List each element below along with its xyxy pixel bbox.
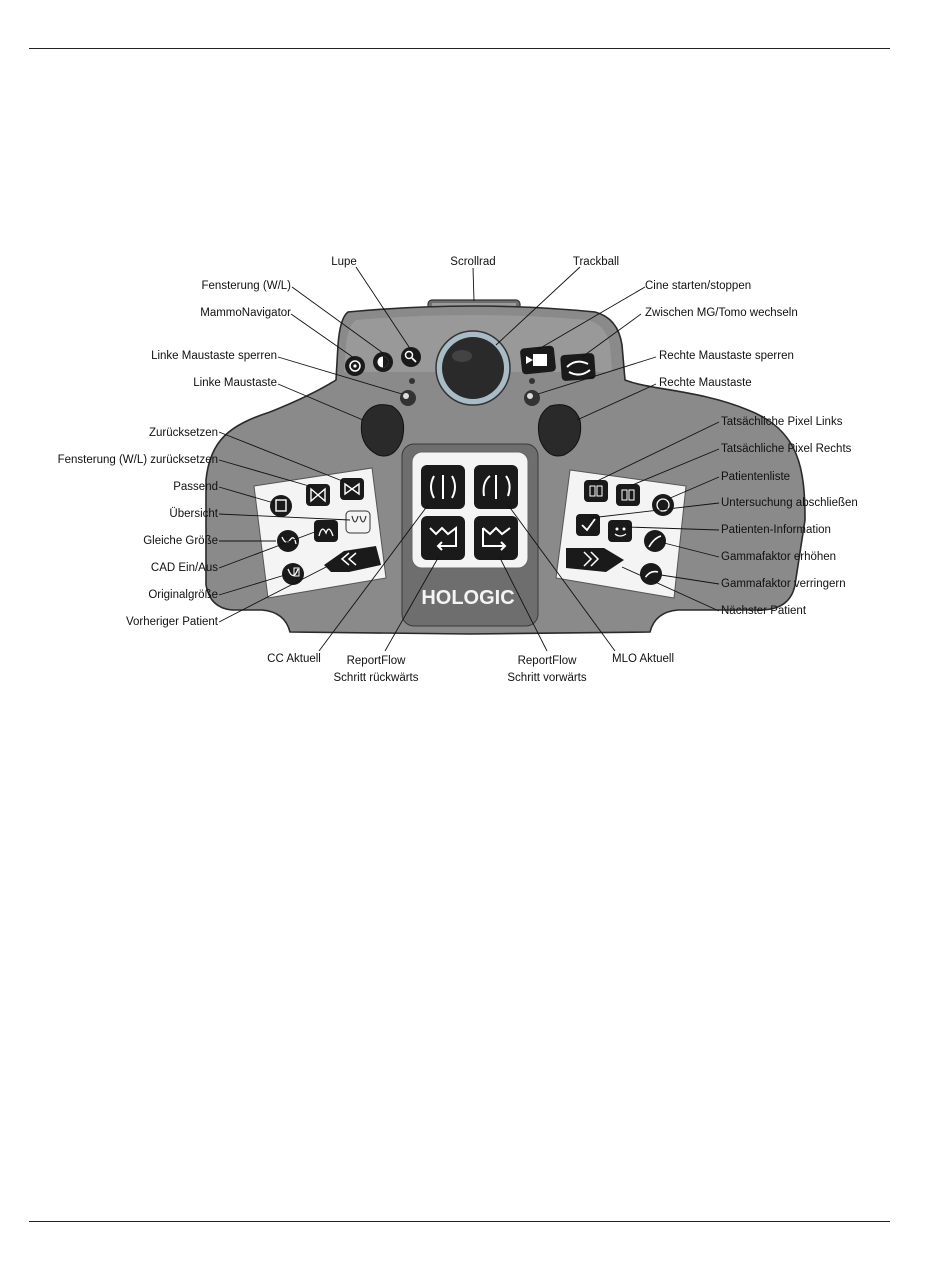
label-fensterung-reset: Fensterung (W/L) zurücksetzen [57,454,218,466]
window-level-button[interactable] [373,352,393,372]
label-rechte-sperren: Rechte Maustaste sperren [659,350,794,362]
label-lupe: Lupe [331,256,357,268]
fit-button[interactable] [270,495,292,517]
label-untersuchung: Untersuchung abschließen [721,497,858,509]
label-passend: Passend [173,481,218,493]
label-fensterung: Fensterung (W/L) [201,280,291,292]
label-gleiche-groesse: Gleiche Größe [143,535,218,547]
left-led [409,378,415,384]
mg-tomo-toggle-button[interactable] [560,353,596,381]
label-zuruecksetzen: Zurücksetzen [148,427,218,439]
label-linke-maustaste: Linke Maustaste [193,377,277,389]
trackball[interactable] [442,337,504,399]
patient-info-button[interactable] [608,520,632,542]
label-reportflow-back-2: Schritt rückwärts [333,672,419,684]
label-gamma-up: Gammafaktor erhöhen [721,551,837,563]
actual-pixels-left-button[interactable] [584,480,608,502]
cad-original-button[interactable] [282,563,304,585]
label-cc-aktuell: CC Aktuell [267,653,321,665]
label-uebersicht: Übersicht [169,508,218,520]
reportflow-forward-button[interactable] [474,516,518,560]
original-size-button[interactable] [346,511,370,533]
gamma-decrease-button[interactable] [640,563,662,585]
label-mg-tomo: Zwischen MG/Tomo wechseln [645,307,798,319]
reportflow-back-button[interactable] [421,516,465,560]
label-vorheriger-patient: Vorheriger Patient [125,616,218,628]
label-reportflow-fwd-1: ReportFlow [517,655,577,667]
label-mlo-aktuell: MLO Aktuell [612,653,674,665]
label-patientenliste: Patientenliste [721,471,791,483]
label-naechster-patient: Nächster Patient [721,605,807,617]
label-cine: Cine starten/stoppen [645,280,752,292]
label-gamma-down: Gammafaktor verringern [721,578,846,590]
overview-button[interactable] [306,484,330,506]
mlo-current-button[interactable] [474,465,518,509]
label-pixel-links: Tatsächliche Pixel Links [721,416,843,428]
mammonavigator-button[interactable] [345,356,365,376]
actual-pixels-right-button[interactable] [616,484,640,506]
label-reportflow-fwd-2: Schritt vorwärts [507,672,587,684]
label-pixel-rechts: Tatsächliche Pixel Rechts [721,443,852,455]
label-originalgroesse: Originalgröße [148,589,218,601]
right-led [529,378,535,384]
label-scrollrad: Scrollrad [450,256,496,268]
cc-current-button[interactable] [421,465,465,509]
same-size-button[interactable] [277,530,299,552]
label-reportflow-back-1: ReportFlow [346,655,406,667]
gamma-increase-button[interactable] [644,530,666,552]
brand-logo: HOLOGIC [421,587,515,609]
label-linke-sperren: Linke Maustaste sperren [151,350,277,362]
label-cad: CAD Ein/Aus [150,562,218,574]
label-trackball: Trackball [572,256,620,268]
patient-list-button[interactable] [652,494,674,516]
label-rechte-maustaste: Rechte Maustaste [659,377,752,389]
label-mammonavigator: MammoNavigator [200,307,291,319]
label-patienten-info: Patienten-Information [721,524,831,536]
